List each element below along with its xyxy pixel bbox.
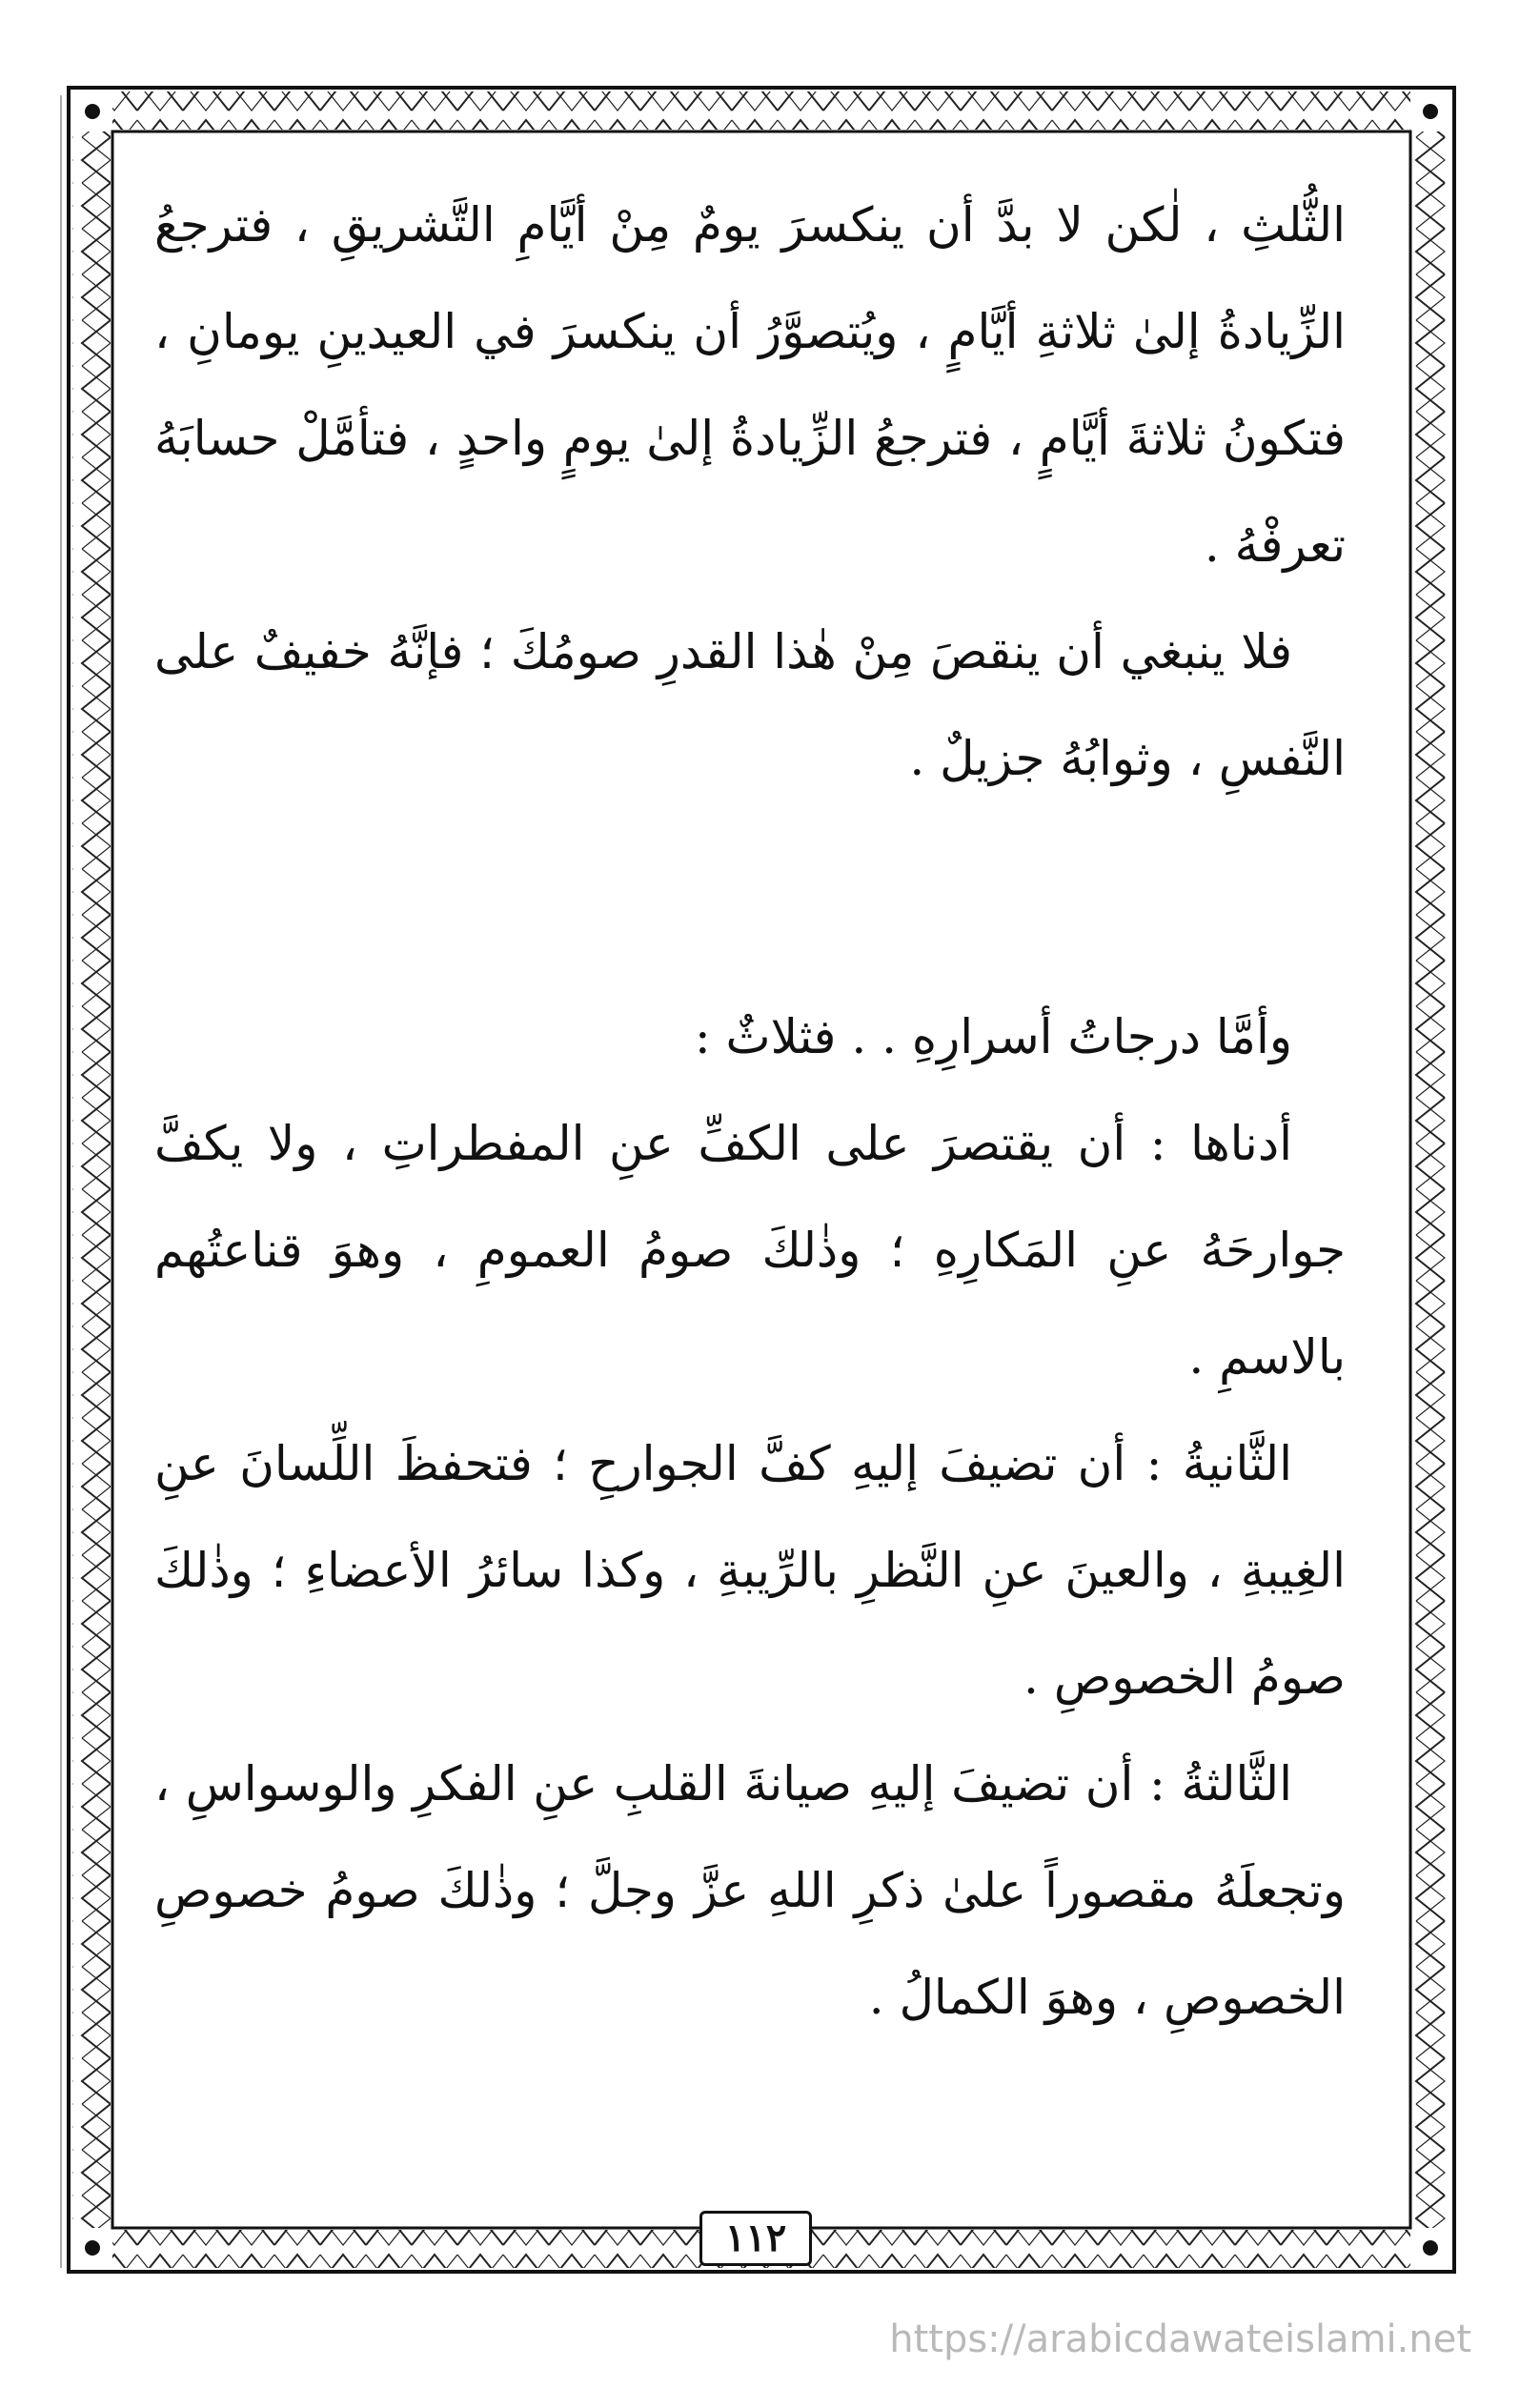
paragraph-2: فلا ينبغي أن ينقصَ مِنْ هٰذا القدرِ صومُكَ ؛ فإنَّهُ خفيفٌ على النَّفسِ ، وثوابُهُ جزيلٌ .: [154, 624, 1346, 786]
section-gap: [154, 812, 1346, 983]
paragraph-4: أدناها : أن يقتصرَ على الكفِّ عنِ المفطراتِ ، ولا يكفَّ جوارحَهُ عنِ المَكارِهِ ؛ وذٰلكَ صومُ العمومِ ، وهوَ قناعتُهم بالاسمِ .: [154, 1116, 1346, 1385]
text-body: [154, 172, 1346, 2096]
page-number: ١١٢: [699, 2211, 812, 2266]
paragraph-1: الثُّلثِ ، لٰكن لا بدَّ أن ينكسرَ يومٌ مِنْ أيَّامِ التَّشريقِ ، فترجعُ الزِّيادةُ إلىٰ ثلاثةِ أيَّامٍ ، ويُتصوَّرُ أن ينكسرَ في العيدينِ يومانِ ، فتكونُ ثلاثةَ أيَّامٍ ، فترجعُ الزِّيادةُ إلىٰ يومٍ واحدٍ ، فتأمَّلْ حسابَهُ تعرفْهُ .: [154, 197, 1346, 573]
paragraph-5: الثَّانيةُ : أن تضيفَ إليهِ كفَّ الجوارحِ ؛ فتحفظَ اللِّسانَ عنِ الغِيبةِ ، والعينَ عنِ النَّظرِ بالرِّيبةِ ، وكذا سائرُ الأعضاءِ ؛ وذٰلكَ صومُ الخصوصِ .: [154, 1436, 1346, 1705]
watermark-url: https://arabicdawateislami.net: [889, 2317, 1471, 2361]
paragraph-6: الثَّالثةُ : أن تضيفَ إليهِ صيانةَ القلبِ عنِ الفكرِ والوسواسِ ، وتجعلَهُ مقصوراً علىٰ ذكرِ اللهِ عزَّ وجلَّ ؛ وذٰلكَ صومُ خصوصِ الخصوصِ ، وهوَ الكمالُ .: [154, 1756, 1346, 2025]
paragraph-3: وأمَّا درجاتُ أسرارِهِ . . فثلاثٌ :: [694, 1009, 1292, 1064]
